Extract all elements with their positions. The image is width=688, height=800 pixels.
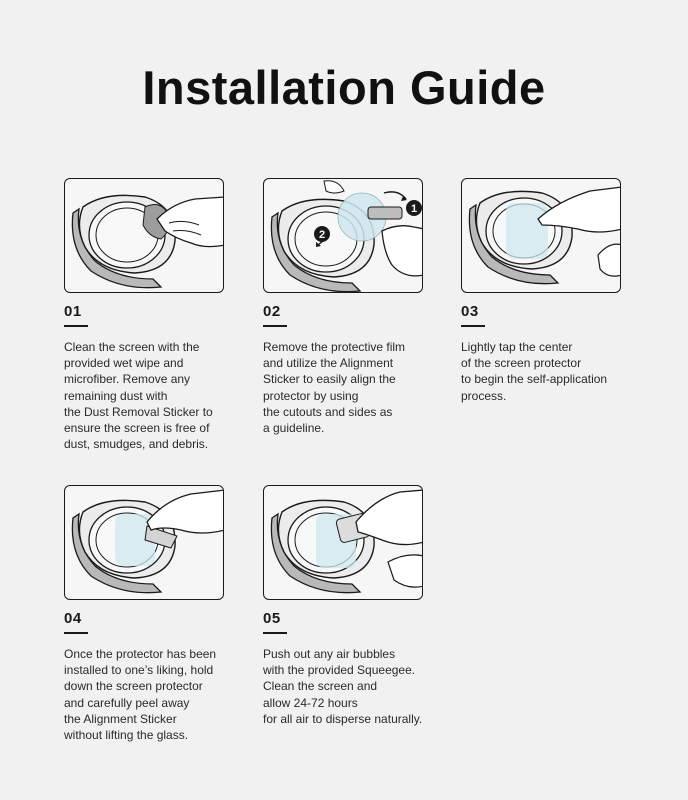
watch-peel-icon xyxy=(65,486,224,600)
step-description: Once the protector has been installed to one’s liking, hold down the screen protector and carefully peel away the Alignment Sticker without lifting the glass. xyxy=(64,647,217,743)
page-title: Installation Guide xyxy=(142,61,546,114)
step-01-illustration xyxy=(64,178,224,293)
divider xyxy=(64,325,88,327)
step-description: Push out any air bubbles with the provided Squeegee. Clean the screen and allow 24-72 hours for all air to disperse naturally. xyxy=(263,647,423,726)
svg-text:1: 1 xyxy=(410,203,418,215)
step-01 xyxy=(64,178,254,452)
svg-text:2: 2 xyxy=(318,229,326,241)
watch-alignment-icon xyxy=(264,179,423,293)
divider xyxy=(461,325,485,327)
step-05 xyxy=(263,485,453,727)
step-number: 01 xyxy=(64,303,82,320)
step-04-illustration xyxy=(64,485,224,600)
watch-cleaning-icon xyxy=(65,179,224,293)
step-description: Remove the protective film and utilize the Alignment Sticker to easily align the protector by using the cutouts and sides as a guideline. xyxy=(263,340,406,436)
divider xyxy=(64,632,88,634)
step-03 xyxy=(461,178,651,404)
watch-tap-icon xyxy=(462,179,621,293)
step-number: 04 xyxy=(64,610,82,627)
watch-squeegee-icon xyxy=(264,486,423,600)
step-02 xyxy=(263,178,453,436)
step-number: 05 xyxy=(263,610,281,627)
step-04 xyxy=(64,485,254,743)
divider xyxy=(263,632,287,634)
step-description: Clean the screen with the provided wet wipe and microfiber. Remove any remaining dust with the Dust Removal Sticker to ensure the screen is free of dust, smudges, and debris. xyxy=(64,340,213,452)
step-number: 03 xyxy=(461,303,479,320)
step-02-illustration xyxy=(263,178,423,293)
step-number: 02 xyxy=(263,303,281,320)
step-description: Lightly tap the center of the screen protector to begin the self-application process. xyxy=(461,340,608,403)
step-05-illustration xyxy=(263,485,423,600)
divider xyxy=(263,325,287,327)
step-03-illustration xyxy=(461,178,621,293)
